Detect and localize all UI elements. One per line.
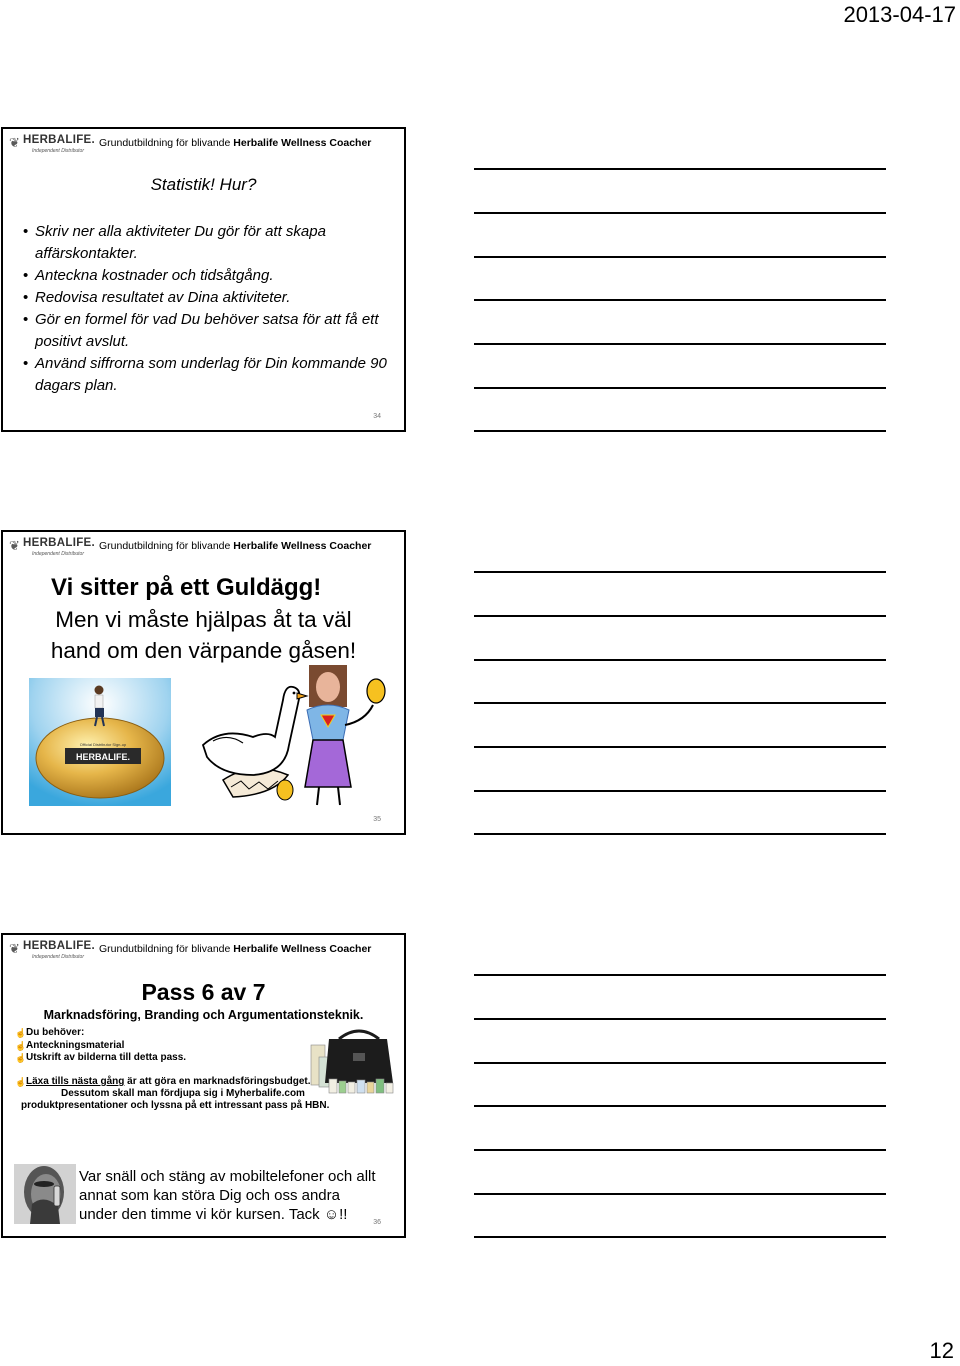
herbalife-logo — [9, 135, 93, 157]
bullet-list — [23, 221, 393, 397]
notes-lines-34 — [474, 168, 886, 438]
bullet-hand-icon: ☝ — [15, 1028, 27, 1038]
phone-notice — [79, 1167, 399, 1224]
herbalife-leaf-icon: ❦ — [9, 538, 20, 553]
egg-label: HERBALIFE. — [76, 752, 130, 762]
goose-and-woman-image — [193, 665, 393, 810]
notice-line: annat som kan störa Dig och oss andra — [79, 1187, 340, 1204]
homework-line: produktpresentationer och lyssna på ett intressant pass på HBN. — [21, 1100, 330, 1111]
header-course: Grundutbildning för blivande — [99, 540, 231, 552]
slide-subtitle: Marknadsföring, Branding och Argumentationsteknik. — [43, 1008, 364, 1022]
header-text — [99, 540, 371, 552]
list-item: • Redovisa resultatet av Dina aktiviteter. — [23, 287, 393, 309]
header-role: Herbalife Wellness Coacher — [233, 137, 372, 149]
logo-subtext: Independent Distributor — [32, 148, 84, 154]
homework-text — [15, 1076, 405, 1112]
slide-number: 36 — [373, 1219, 381, 1226]
slide-title: Statistik! Hur? — [150, 175, 257, 194]
bullet-hand-icon: ☝ — [15, 1040, 27, 1051]
subtitle-line: Men vi måste hjälpas åt ta väl — [55, 607, 352, 632]
homework-rest: är att göra en marknadsföringsbudget. — [124, 1076, 311, 1087]
list-item: • Anteckna kostnader och tidsåtgång. — [23, 265, 393, 287]
slide-34 — [1, 127, 406, 432]
list-item-text: Utskrift av bilderna till detta pass. — [26, 1052, 187, 1063]
notes-lines-35 — [474, 571, 886, 841]
header-text — [99, 943, 371, 955]
slide-36 — [1, 933, 406, 1238]
list-item-text: Du behöver: — [26, 1027, 85, 1038]
subtitle-line: hand om den värpande gåsen! — [50, 638, 357, 663]
list-item-text: Anteckningsmaterial — [26, 1039, 125, 1051]
slide-number: 34 — [373, 413, 381, 420]
notes-lines-36 — [474, 974, 886, 1244]
header-course: Grundutbildning för blivande — [99, 943, 231, 955]
egg-small-text: Official Distributor Sign-up — [79, 742, 127, 747]
page-date: 2013-04-17 — [843, 2, 956, 27]
herbalife-leaf-icon: ❦ — [9, 941, 20, 956]
slide-title: Vi sitter på ett Guldägg! — [51, 574, 322, 601]
homework-line: Dessutom skall man fördjupa sig i Myherbalife.com — [61, 1088, 305, 1099]
header-course: Grundutbildning för blivande — [99, 137, 231, 149]
header-role: Herbalife Wellness Coacher — [233, 943, 372, 955]
slide-header — [9, 538, 404, 560]
slide-title: Pass 6 av 7 — [141, 979, 266, 1005]
bullet-hand-icon: ☝ — [15, 1053, 27, 1063]
page-number: 12 — [929, 1338, 954, 1363]
herbalife-logo — [9, 538, 93, 560]
header-text — [99, 137, 371, 149]
man-on-phone-image — [14, 1164, 76, 1224]
homework-line — [15, 1076, 405, 1088]
header-role: Herbalife Wellness Coacher — [233, 540, 372, 552]
logo-subtext: Independent Distributor — [32, 551, 84, 557]
notice-line: Var snäll och stäng av mobiltelefoner och allt — [79, 1168, 376, 1185]
logo-text: HERBALIFE. — [23, 537, 95, 549]
logo-subtext: Independent Distributor — [32, 954, 84, 960]
logo-text: HERBALIFE. — [23, 940, 95, 952]
golden-egg-image — [29, 678, 171, 806]
slide-header — [9, 135, 404, 157]
list-item: • Skriv ner alla aktiviteter Du gör för att skapa affärskontakter. — [23, 221, 393, 265]
logo-text: HERBALIFE. — [23, 134, 95, 146]
list-item: • Gör en formel för vad Du behöver satsa för att få ett positivt avslut. — [23, 309, 393, 353]
herbalife-leaf-icon: ❦ — [9, 135, 20, 150]
notice-line: under den timme vi kör kursen. Tack ☺!! — [79, 1206, 348, 1223]
slide-number: 35 — [373, 816, 381, 823]
slide-35 — [1, 530, 406, 835]
slide-subtitle — [11, 604, 396, 666]
bullet-hand-icon: ☝ — [15, 1077, 27, 1087]
herbalife-logo — [9, 941, 93, 963]
slide-header — [9, 941, 404, 963]
homework-link[interactable]: Läxa tills nästa gång — [26, 1076, 125, 1087]
list-item: • Använd siffrorna som underlag för Din kommande 90 dagars plan. — [23, 353, 393, 397]
